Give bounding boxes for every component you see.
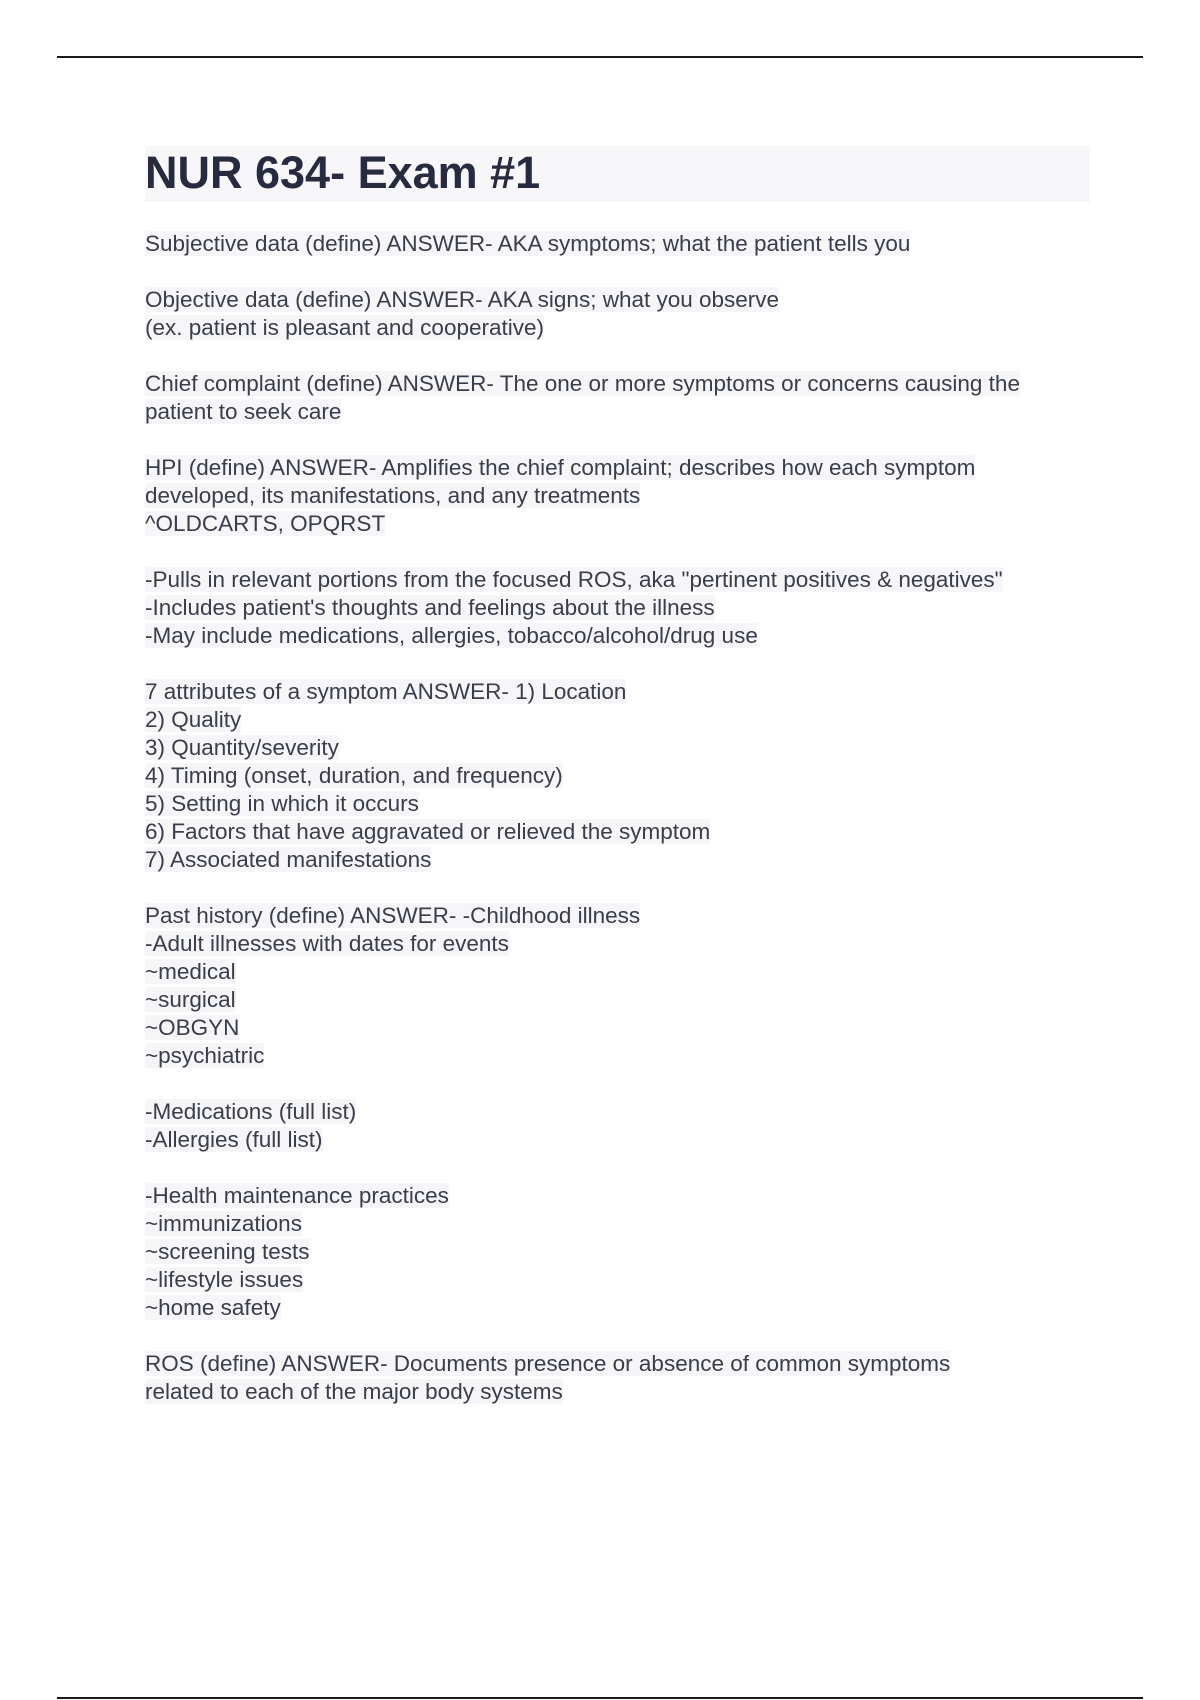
text-line <box>145 1014 1090 1042</box>
qa-block <box>145 1350 1090 1406</box>
text-line-content: (ex. patient is pleasant and cooperative) <box>145 315 544 340</box>
text-line-content: -Includes patient's thoughts and feelings about the illness <box>145 595 715 620</box>
bottom-divider <box>57 1697 1143 1699</box>
text-line-content: 3) Quantity/severity <box>145 735 339 760</box>
text-line-content: -Adult illnesses with dates for events <box>145 931 509 956</box>
text-line-content: Chief complaint (define) ANSWER- The one or more symptoms or concerns causing the <box>145 371 1020 396</box>
text-line <box>145 482 1090 510</box>
text-line-content: ^OLDCARTS, OPQRST <box>145 511 386 536</box>
text-line-content: ~lifestyle issues <box>145 1267 304 1292</box>
document-body <box>145 146 1090 1434</box>
text-line-content: 4) Timing (onset, duration, and frequency) <box>145 763 563 788</box>
text-line <box>145 622 1090 650</box>
text-line-content: ~OBGYN <box>145 1015 240 1040</box>
text-line <box>145 1098 1090 1126</box>
text-line <box>145 510 1090 538</box>
text-line-content: ~medical <box>145 959 236 984</box>
qa-block <box>145 902 1090 1070</box>
text-line-content: 7) Associated manifestations <box>145 847 432 872</box>
text-line <box>145 1294 1090 1322</box>
page-title: NUR 634- Exam #1 <box>145 146 1090 202</box>
text-line-content: 7 attributes of a symptom ANSWER- 1) Location <box>145 679 627 704</box>
text-line-content: 2) Quality <box>145 707 242 732</box>
qa-block <box>145 370 1090 426</box>
qa-block <box>145 1098 1090 1154</box>
text-line <box>145 230 1090 258</box>
qa-blocks <box>145 230 1090 1406</box>
text-line <box>145 1378 1090 1406</box>
text-line <box>145 1350 1090 1378</box>
text-line <box>145 930 1090 958</box>
text-line-content: Past history (define) ANSWER- -Childhood illness <box>145 903 641 928</box>
text-line <box>145 594 1090 622</box>
text-line <box>145 790 1090 818</box>
qa-block <box>145 566 1090 650</box>
qa-block <box>145 1182 1090 1322</box>
text-line-content: developed, its manifestations, and any treatments <box>145 483 641 508</box>
top-divider <box>57 56 1143 58</box>
text-line <box>145 1210 1090 1238</box>
qa-block <box>145 230 1090 258</box>
text-line <box>145 566 1090 594</box>
text-line-content: ~screening tests <box>145 1239 310 1264</box>
text-line <box>145 398 1090 426</box>
text-line-content: -May include medications, allergies, tobacco/alcohol/drug use <box>145 623 758 648</box>
text-line-content: -Pulls in relevant portions from the focused ROS, aka "pertinent positives & negatives" <box>145 567 1003 592</box>
text-line-content: -Health maintenance practices <box>145 1183 449 1208</box>
text-line-content: HPI (define) ANSWER- Amplifies the chief complaint; describes how each symptom <box>145 455 976 480</box>
text-line-content: ~immunizations <box>145 1211 302 1236</box>
text-line-content: -Allergies (full list) <box>145 1127 323 1152</box>
text-line-content: 5) Setting in which it occurs <box>145 791 419 816</box>
text-line-content: -Medications (full list) <box>145 1099 357 1124</box>
text-line <box>145 734 1090 762</box>
text-line-content: 6) Factors that have aggravated or relieved the symptom <box>145 819 711 844</box>
text-line <box>145 1266 1090 1294</box>
qa-block <box>145 454 1090 538</box>
text-line <box>145 706 1090 734</box>
text-line <box>145 1126 1090 1154</box>
text-line <box>145 314 1090 342</box>
text-line-content: Subjective data (define) ANSWER- AKA symptoms; what the patient tells you <box>145 231 911 256</box>
text-line <box>145 678 1090 706</box>
text-line <box>145 762 1090 790</box>
qa-block <box>145 286 1090 342</box>
text-line-content: patient to seek care <box>145 399 342 424</box>
qa-block <box>145 678 1090 874</box>
text-line <box>145 958 1090 986</box>
text-line <box>145 986 1090 1014</box>
text-line <box>145 1238 1090 1266</box>
text-line <box>145 1182 1090 1210</box>
text-line <box>145 454 1090 482</box>
text-line-content: ROS (define) ANSWER- Documents presence or absence of common symptoms <box>145 1351 951 1376</box>
text-line <box>145 846 1090 874</box>
text-line-content: Objective data (define) ANSWER- AKA signs; what you observe <box>145 287 780 312</box>
text-line-content: ~home safety <box>145 1295 281 1320</box>
text-line-content: ~surgical <box>145 987 236 1012</box>
text-line <box>145 902 1090 930</box>
text-line <box>145 286 1090 314</box>
text-line <box>145 1042 1090 1070</box>
text-line <box>145 818 1090 846</box>
text-line-content: ~psychiatric <box>145 1043 265 1068</box>
text-line <box>145 370 1090 398</box>
text-line-content: related to each of the major body systems <box>145 1379 563 1404</box>
